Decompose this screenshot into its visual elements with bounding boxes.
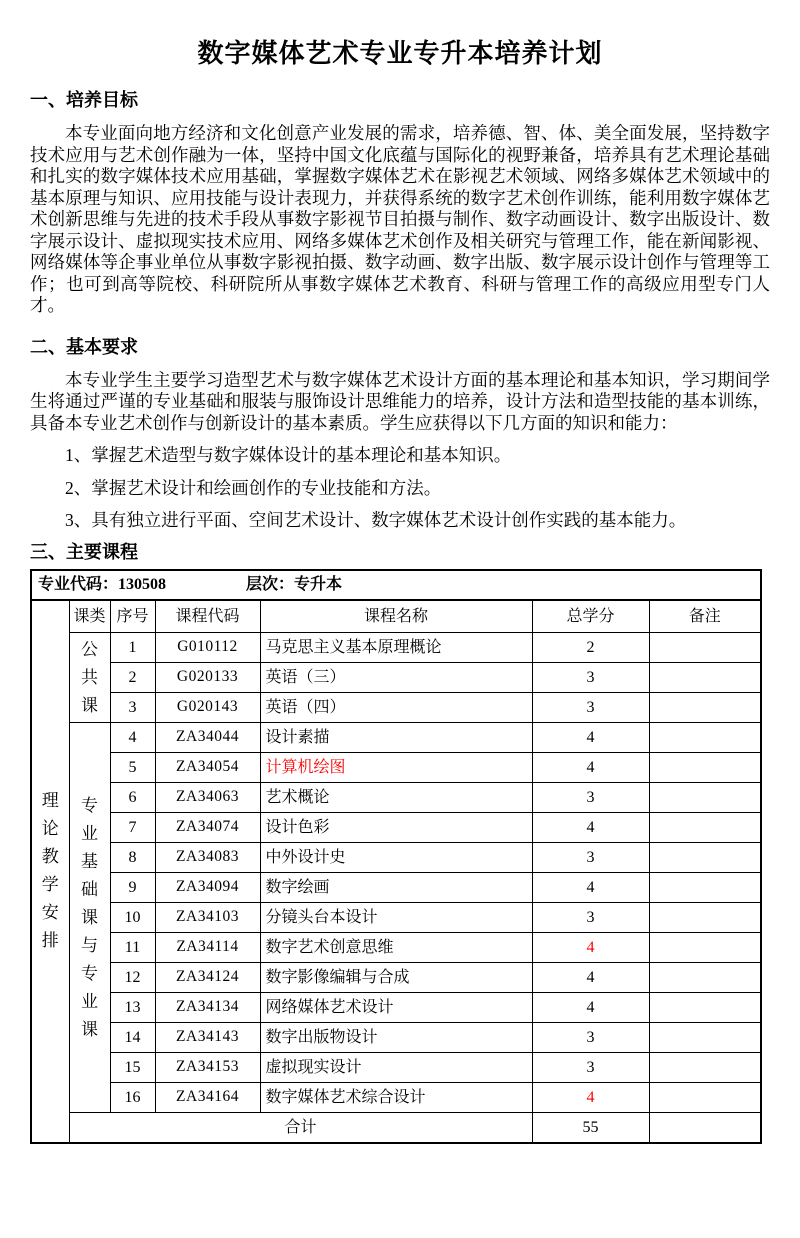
- total-label-cell: 合计: [69, 1113, 532, 1143]
- name-cell: 分镜头台本设计: [260, 903, 532, 933]
- credits-cell: 3: [532, 1053, 649, 1083]
- seq-cell: 11: [110, 933, 155, 963]
- course-row: [31, 933, 761, 963]
- name-cell: 数字影像编辑与合成: [260, 963, 532, 993]
- course-row: [31, 843, 761, 873]
- remark-cell: [649, 1023, 761, 1053]
- stage-label: 理论教学安排: [41, 791, 59, 950]
- code-cell: G020133: [155, 663, 260, 693]
- name-cell: 计算机绘图: [260, 753, 532, 783]
- name-cell: 数字艺术创意思维: [260, 933, 532, 963]
- header-cell-course-class: 课类: [69, 600, 110, 633]
- code-cell: ZA34143: [155, 1023, 260, 1053]
- course-row: [31, 1053, 761, 1083]
- course-row: [31, 903, 761, 933]
- header-cell-remark: 备注: [649, 600, 761, 633]
- section-heading-main-courses: 三、主要课程: [30, 541, 138, 562]
- course-row: [31, 873, 761, 903]
- code-cell: G020143: [155, 693, 260, 723]
- remark-cell: [649, 873, 761, 903]
- name-cell: 虚拟现实设计: [260, 1053, 532, 1083]
- code-cell: ZA34124: [155, 963, 260, 993]
- course-row: [31, 963, 761, 993]
- name-cell: 艺术概论: [260, 783, 532, 813]
- course-group-professional-cell: [69, 723, 110, 1113]
- code-cell: ZA34164: [155, 1083, 260, 1113]
- credits-cell: 4: [532, 993, 649, 1023]
- credits-cell: 4: [532, 933, 649, 963]
- total-row: [31, 1113, 761, 1143]
- seq-cell: 13: [110, 993, 155, 1023]
- course-group-label: 专业基础课与专业课: [81, 795, 98, 1039]
- seq-cell: 9: [110, 873, 155, 903]
- seq-cell: 8: [110, 843, 155, 873]
- credits-cell: 3: [532, 663, 649, 693]
- level-label: 层次：: [246, 575, 295, 593]
- remark-cell: [649, 813, 761, 843]
- remark-cell: [649, 903, 761, 933]
- seq-cell: 2: [110, 663, 155, 693]
- courses-table: [30, 569, 762, 1144]
- credits-cell: 3: [532, 693, 649, 723]
- code-cell: ZA34054: [155, 753, 260, 783]
- course-row: [31, 663, 761, 693]
- seq-cell: 6: [110, 783, 155, 813]
- header-cell-total-credits: 总学分: [532, 600, 649, 633]
- credits-cell: 4: [532, 1083, 649, 1113]
- course-row: [31, 753, 761, 783]
- remark-cell: [649, 843, 761, 873]
- basic-requirements-paragraph: 本专业学生主要学习造型艺术与数字媒体艺术设计方面的基本理论和基本知识，学习期间学生将通过严谨的专业基础和服装与服饰设计思维能力的培养，设计方法和造型技能的基本训练，具备本专业艺术创作与创新设计的基本素质。学生应获得以下几方面的知识和能力：: [30, 369, 770, 433]
- seq-cell: 12: [110, 963, 155, 993]
- remark-cell: [649, 633, 761, 663]
- seq-cell: 10: [110, 903, 155, 933]
- credits-cell: 2: [532, 633, 649, 663]
- credits-cell: 4: [532, 753, 649, 783]
- course-row: [31, 633, 761, 663]
- remark-cell: [649, 663, 761, 693]
- remark-cell: [649, 723, 761, 753]
- course-row: [31, 1083, 761, 1113]
- course-row: [31, 693, 761, 723]
- course-row: [31, 1023, 761, 1053]
- credits-cell: 4: [532, 813, 649, 843]
- remark-cell: [649, 933, 761, 963]
- training-objective-paragraph: 本专业面向地方经济和文化创意产业发展的需求，培养德、智、体、美全面发展，坚持数字技术应用与艺术创作融为一体，坚持中国文化底蕴与国际化的视野兼备，培养具有艺术理论基础和扎实的数字媒体技术应用基础，掌握数字媒体艺术在影视艺术领域、网络多媒体艺术领域中的基本原理与知识、应用技能与设计表现力，并获得系统的数字艺术创作训练，能利用数字媒体艺术创新思维与先进的技术手段从事数字影视节目拍摄与制作、数字动画设计、数字出版设计、数字展示设计、虚拟现实技术应用、网络多媒体艺术创作及相关研究与管理工作，能在新闻影视、网络媒体等企事业单位从事数字影视拍摄、数字动画、数字出版、数字展示设计创作与管理等工作；也可到高等院校、科研院所从事数字媒体艺术教育、科研与管理工作的高级应用型专门人才。: [30, 123, 770, 315]
- credits-cell: 3: [532, 1023, 649, 1053]
- credits-cell: 3: [532, 783, 649, 813]
- credits-cell: 4: [532, 873, 649, 903]
- seq-cell: 5: [110, 753, 155, 783]
- requirement-item-2: 2、掌握艺术设计和绘画创作的专业技能和方法。: [65, 477, 442, 498]
- header-cell-course-name: 课程名称: [260, 600, 532, 633]
- meta-cell: [31, 570, 761, 600]
- requirement-item-1: 1、掌握艺术造型与数字媒体设计的基本理论和基本知识。: [65, 445, 512, 465]
- stage-label-cell: [31, 600, 69, 1143]
- name-cell: 数字绘画: [260, 873, 532, 903]
- credits-cell: 4: [532, 963, 649, 993]
- name-cell: 设计色彩: [260, 813, 532, 843]
- name-cell: 英语（四）: [260, 693, 532, 723]
- requirement-item-3: 3、具有独立进行平面、空间艺术设计、数字媒体艺术设计创作实践的基本能力。: [65, 510, 687, 530]
- name-cell: 网络媒体艺术设计: [260, 993, 532, 1023]
- major-code-label: 专业代码：: [38, 575, 119, 593]
- header-cell-course-code: 课程代码: [155, 600, 260, 633]
- code-cell: ZA34044: [155, 723, 260, 753]
- document-title: 数字媒体艺术专业专升本培养计划: [197, 38, 603, 68]
- remark-cell: [649, 993, 761, 1023]
- total-credits-cell: 55: [532, 1113, 649, 1143]
- course-row: [31, 723, 761, 753]
- code-cell: G010112: [155, 633, 260, 663]
- header-cell-seq-no: 序号: [110, 600, 155, 633]
- seq-cell: 4: [110, 723, 155, 753]
- seq-cell: 1: [110, 633, 155, 663]
- name-cell: 设计素描: [260, 723, 532, 753]
- course-group-public-cell: [69, 633, 110, 723]
- seq-cell: 14: [110, 1023, 155, 1053]
- major-code-value: 130508: [118, 575, 167, 593]
- section-heading-basic-requirements: 二、基本要求: [30, 336, 138, 357]
- code-cell: ZA34114: [155, 933, 260, 963]
- course-row: [31, 993, 761, 1023]
- level-value: 专升本: [294, 575, 343, 593]
- remark-cell: [649, 963, 761, 993]
- document-page: [0, 38, 800, 1144]
- code-cell: ZA34103: [155, 903, 260, 933]
- code-cell: ZA34063: [155, 783, 260, 813]
- credits-cell: 4: [532, 723, 649, 753]
- seq-cell: 7: [110, 813, 155, 843]
- remark-cell: [649, 1053, 761, 1083]
- code-cell: ZA34094: [155, 873, 260, 903]
- name-cell: 数字媒体艺术综合设计: [260, 1083, 532, 1113]
- credits-cell: 3: [532, 843, 649, 873]
- table-meta-row: [31, 570, 761, 600]
- table-header-row: [31, 600, 761, 633]
- seq-cell: 16: [110, 1083, 155, 1113]
- code-cell: ZA34083: [155, 843, 260, 873]
- course-row: [31, 813, 761, 843]
- seq-cell: 3: [110, 693, 155, 723]
- remark-cell: [649, 693, 761, 723]
- credits-cell: 3: [532, 903, 649, 933]
- name-cell: 数字出版物设计: [260, 1023, 532, 1053]
- remark-cell: [649, 1083, 761, 1113]
- name-cell: 马克思主义基本原理概论: [260, 633, 532, 663]
- course-row: [31, 783, 761, 813]
- course-group-label: 公共课: [81, 639, 98, 715]
- section-heading-training-objective: 一、培养目标: [30, 90, 138, 110]
- total-remark-cell: [649, 1113, 761, 1143]
- seq-cell: 15: [110, 1053, 155, 1083]
- remark-cell: [649, 783, 761, 813]
- name-cell: 中外设计史: [260, 843, 532, 873]
- code-cell: ZA34134: [155, 993, 260, 1023]
- remark-cell: [649, 753, 761, 783]
- name-cell: 英语（三）: [260, 663, 532, 693]
- code-cell: ZA34074: [155, 813, 260, 843]
- code-cell: ZA34153: [155, 1053, 260, 1083]
